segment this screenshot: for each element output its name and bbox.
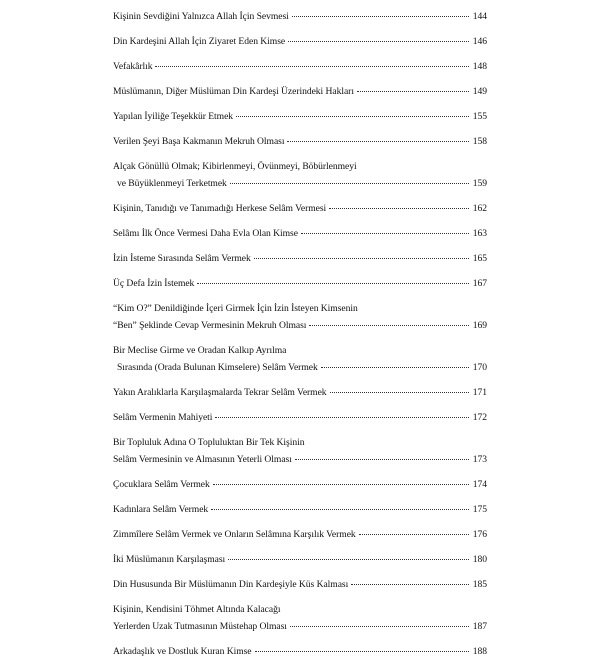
dot-leader xyxy=(255,651,470,652)
toc-entry-title: Kişinin, Tanıdığı ve Tanımadığı Herkese Selâm Vermesi xyxy=(113,203,327,214)
toc-entry-title: Arkadaşlık ve Dostluk Kuran Kimse xyxy=(113,646,252,657)
toc-entry[interactable] xyxy=(113,35,487,48)
toc-entry[interactable] xyxy=(113,528,487,541)
toc-entry-title: “Ben” Şeklinde Cevap Vermesinin Mekruh Olması xyxy=(113,320,307,331)
dot-leader xyxy=(236,116,469,117)
toc-entry-page: 188 xyxy=(472,646,487,657)
dot-leader xyxy=(321,367,469,368)
toc-entry-title-line: Alçak Gönüllü Olmak; Kibirlenmeyi, Övünmeyi, Böbürlenmeyi xyxy=(113,161,357,172)
dot-leader xyxy=(292,16,469,17)
dot-leader xyxy=(330,392,469,393)
toc-entry[interactable] xyxy=(113,503,487,516)
toc-entry-page: 171 xyxy=(472,387,487,398)
dot-leader xyxy=(230,183,469,184)
toc-entry-page: 174 xyxy=(472,479,487,490)
dot-leader xyxy=(155,66,469,67)
dot-leader xyxy=(295,459,469,460)
toc-entry-title: Selâm Vermenin Mahiyeti xyxy=(113,412,213,423)
toc-entry-title: Zimmîlere Selâm Vermek ve Onların Selâmına Karşılık Vermek xyxy=(113,529,356,540)
dot-leader xyxy=(288,41,469,42)
toc-entry-page: 159 xyxy=(472,178,487,189)
toc-entry-title: Din Kardeşini Allah İçin Ziyaret Eden Kimse xyxy=(113,36,286,47)
toc-entry-title: Müslümanın, Diğer Müslüman Din Kardeşi Üzerindeki Hakları xyxy=(113,86,354,97)
dot-leader xyxy=(357,91,469,92)
dot-leader xyxy=(228,559,469,560)
toc-entry-title: Sırasında (Orada Bulunan Kimselere) Selâm Vermek xyxy=(117,362,318,373)
toc-entry-page: 180 xyxy=(472,554,487,565)
dot-leader xyxy=(213,484,469,485)
toc-entry[interactable] xyxy=(113,603,487,633)
toc-entry[interactable] xyxy=(113,252,487,265)
toc-entry-page: 173 xyxy=(472,454,487,465)
toc-entry[interactable] xyxy=(113,302,487,332)
toc-entry-title: İki Müslümanın Karşılaşması xyxy=(113,554,226,565)
toc-entry-title-line: Kişinin, Kendisini Töhmet Altında Kalacağı xyxy=(113,604,281,615)
toc-entry[interactable] xyxy=(113,478,487,491)
dot-leader xyxy=(254,258,469,259)
toc-entry-page: 170 xyxy=(472,362,487,373)
toc-entry[interactable] xyxy=(113,60,487,73)
toc-entry-title: Verilen Şeyi Başa Kakmanın Mekruh Olması xyxy=(113,136,285,147)
dot-leader xyxy=(211,509,469,510)
toc-entry-title: Çocuklara Selâm Vermek xyxy=(113,479,210,490)
dot-leader xyxy=(309,325,469,326)
toc-entry-page: 167 xyxy=(472,278,487,289)
dot-leader xyxy=(359,534,469,535)
dot-leader xyxy=(351,584,469,585)
dot-leader xyxy=(215,417,469,418)
toc-entry[interactable] xyxy=(113,578,487,591)
toc-entry-title-line: Bir Meclise Girme ve Oradan Kalkıp Ayrılma xyxy=(113,345,287,356)
toc-entry[interactable] xyxy=(113,135,487,148)
toc-entry-page: 158 xyxy=(472,136,487,147)
toc-entry-page: 146 xyxy=(472,36,487,47)
toc-entry-page: 155 xyxy=(472,111,487,122)
toc-entry-title: Din Hususunda Bir Müslümanın Din Kardeşiyle Küs Kalması xyxy=(113,579,349,590)
toc-entry[interactable] xyxy=(113,85,487,98)
toc-entry[interactable] xyxy=(113,10,487,23)
toc-entry-page: 148 xyxy=(472,61,487,72)
toc-entry-page: 162 xyxy=(472,203,487,214)
toc-entry-title: İzin İsteme Sırasında Selâm Vermek xyxy=(113,253,251,264)
dot-leader xyxy=(197,283,469,284)
table-of-contents xyxy=(113,10,487,658)
toc-entry-page: 149 xyxy=(472,86,487,97)
toc-entry-title: Yakın Aralıklarla Karşılaşmalarda Tekrar Selâm Vermek xyxy=(113,387,327,398)
toc-entry[interactable] xyxy=(113,202,487,215)
toc-entry[interactable] xyxy=(113,227,487,240)
toc-entry-page: 169 xyxy=(472,320,487,331)
toc-entry[interactable] xyxy=(113,386,487,399)
toc-entry-page: 176 xyxy=(472,529,487,540)
toc-entry-title-line: “Kim O?” Denildiğinde İçeri Girmek İçin İzin İsteyen Kimsenin xyxy=(113,303,358,314)
toc-entry-title-line: Bir Topluluk Adına O Topluluktan Bir Tek Kişinin xyxy=(113,437,305,448)
toc-entry-title: Yapılan İyiliğe Teşekkür Etmek xyxy=(113,111,234,122)
toc-entry[interactable] xyxy=(113,553,487,566)
dot-leader xyxy=(287,141,469,142)
toc-entry-title: Selâmı İlk Önce Vermesi Daha Evla Olan Kimse xyxy=(113,228,298,239)
toc-entry-title: Kadınlara Selâm Vermek xyxy=(113,504,209,515)
toc-entry[interactable] xyxy=(113,110,487,123)
toc-entry[interactable] xyxy=(113,645,487,658)
dot-leader xyxy=(301,233,469,234)
dot-leader xyxy=(290,626,469,627)
toc-entry-page: 163 xyxy=(472,228,487,239)
toc-entry-page: 185 xyxy=(472,579,487,590)
toc-entry[interactable] xyxy=(113,436,487,466)
toc-entry-title: Vefakârlık xyxy=(113,61,153,72)
toc-entry-page: 172 xyxy=(472,412,487,423)
toc-entry-title: Selâm Vermesinin ve Almasının Yeterli Olması xyxy=(113,454,292,465)
toc-entry[interactable] xyxy=(113,277,487,290)
toc-entry-page: 165 xyxy=(472,253,487,264)
toc-entry[interactable] xyxy=(113,411,487,424)
toc-entry-page: 144 xyxy=(472,11,487,22)
toc-entry-page: 187 xyxy=(472,621,487,632)
toc-entry-title: Kişinin Sevdiğini Yalnızca Allah İçin Sevmesi xyxy=(113,11,289,22)
dot-leader xyxy=(329,208,469,209)
toc-entry[interactable] xyxy=(113,160,487,190)
toc-entry-title: ve Büyüklenmeyi Terketmek xyxy=(117,178,227,189)
toc-entry-page: 175 xyxy=(472,504,487,515)
toc-entry-title: Üç Defa İzin İstemek xyxy=(113,278,195,289)
toc-entry[interactable] xyxy=(113,344,487,374)
toc-entry-title: Yerlerden Uzak Tutmasının Müstehap Olması xyxy=(113,621,287,632)
